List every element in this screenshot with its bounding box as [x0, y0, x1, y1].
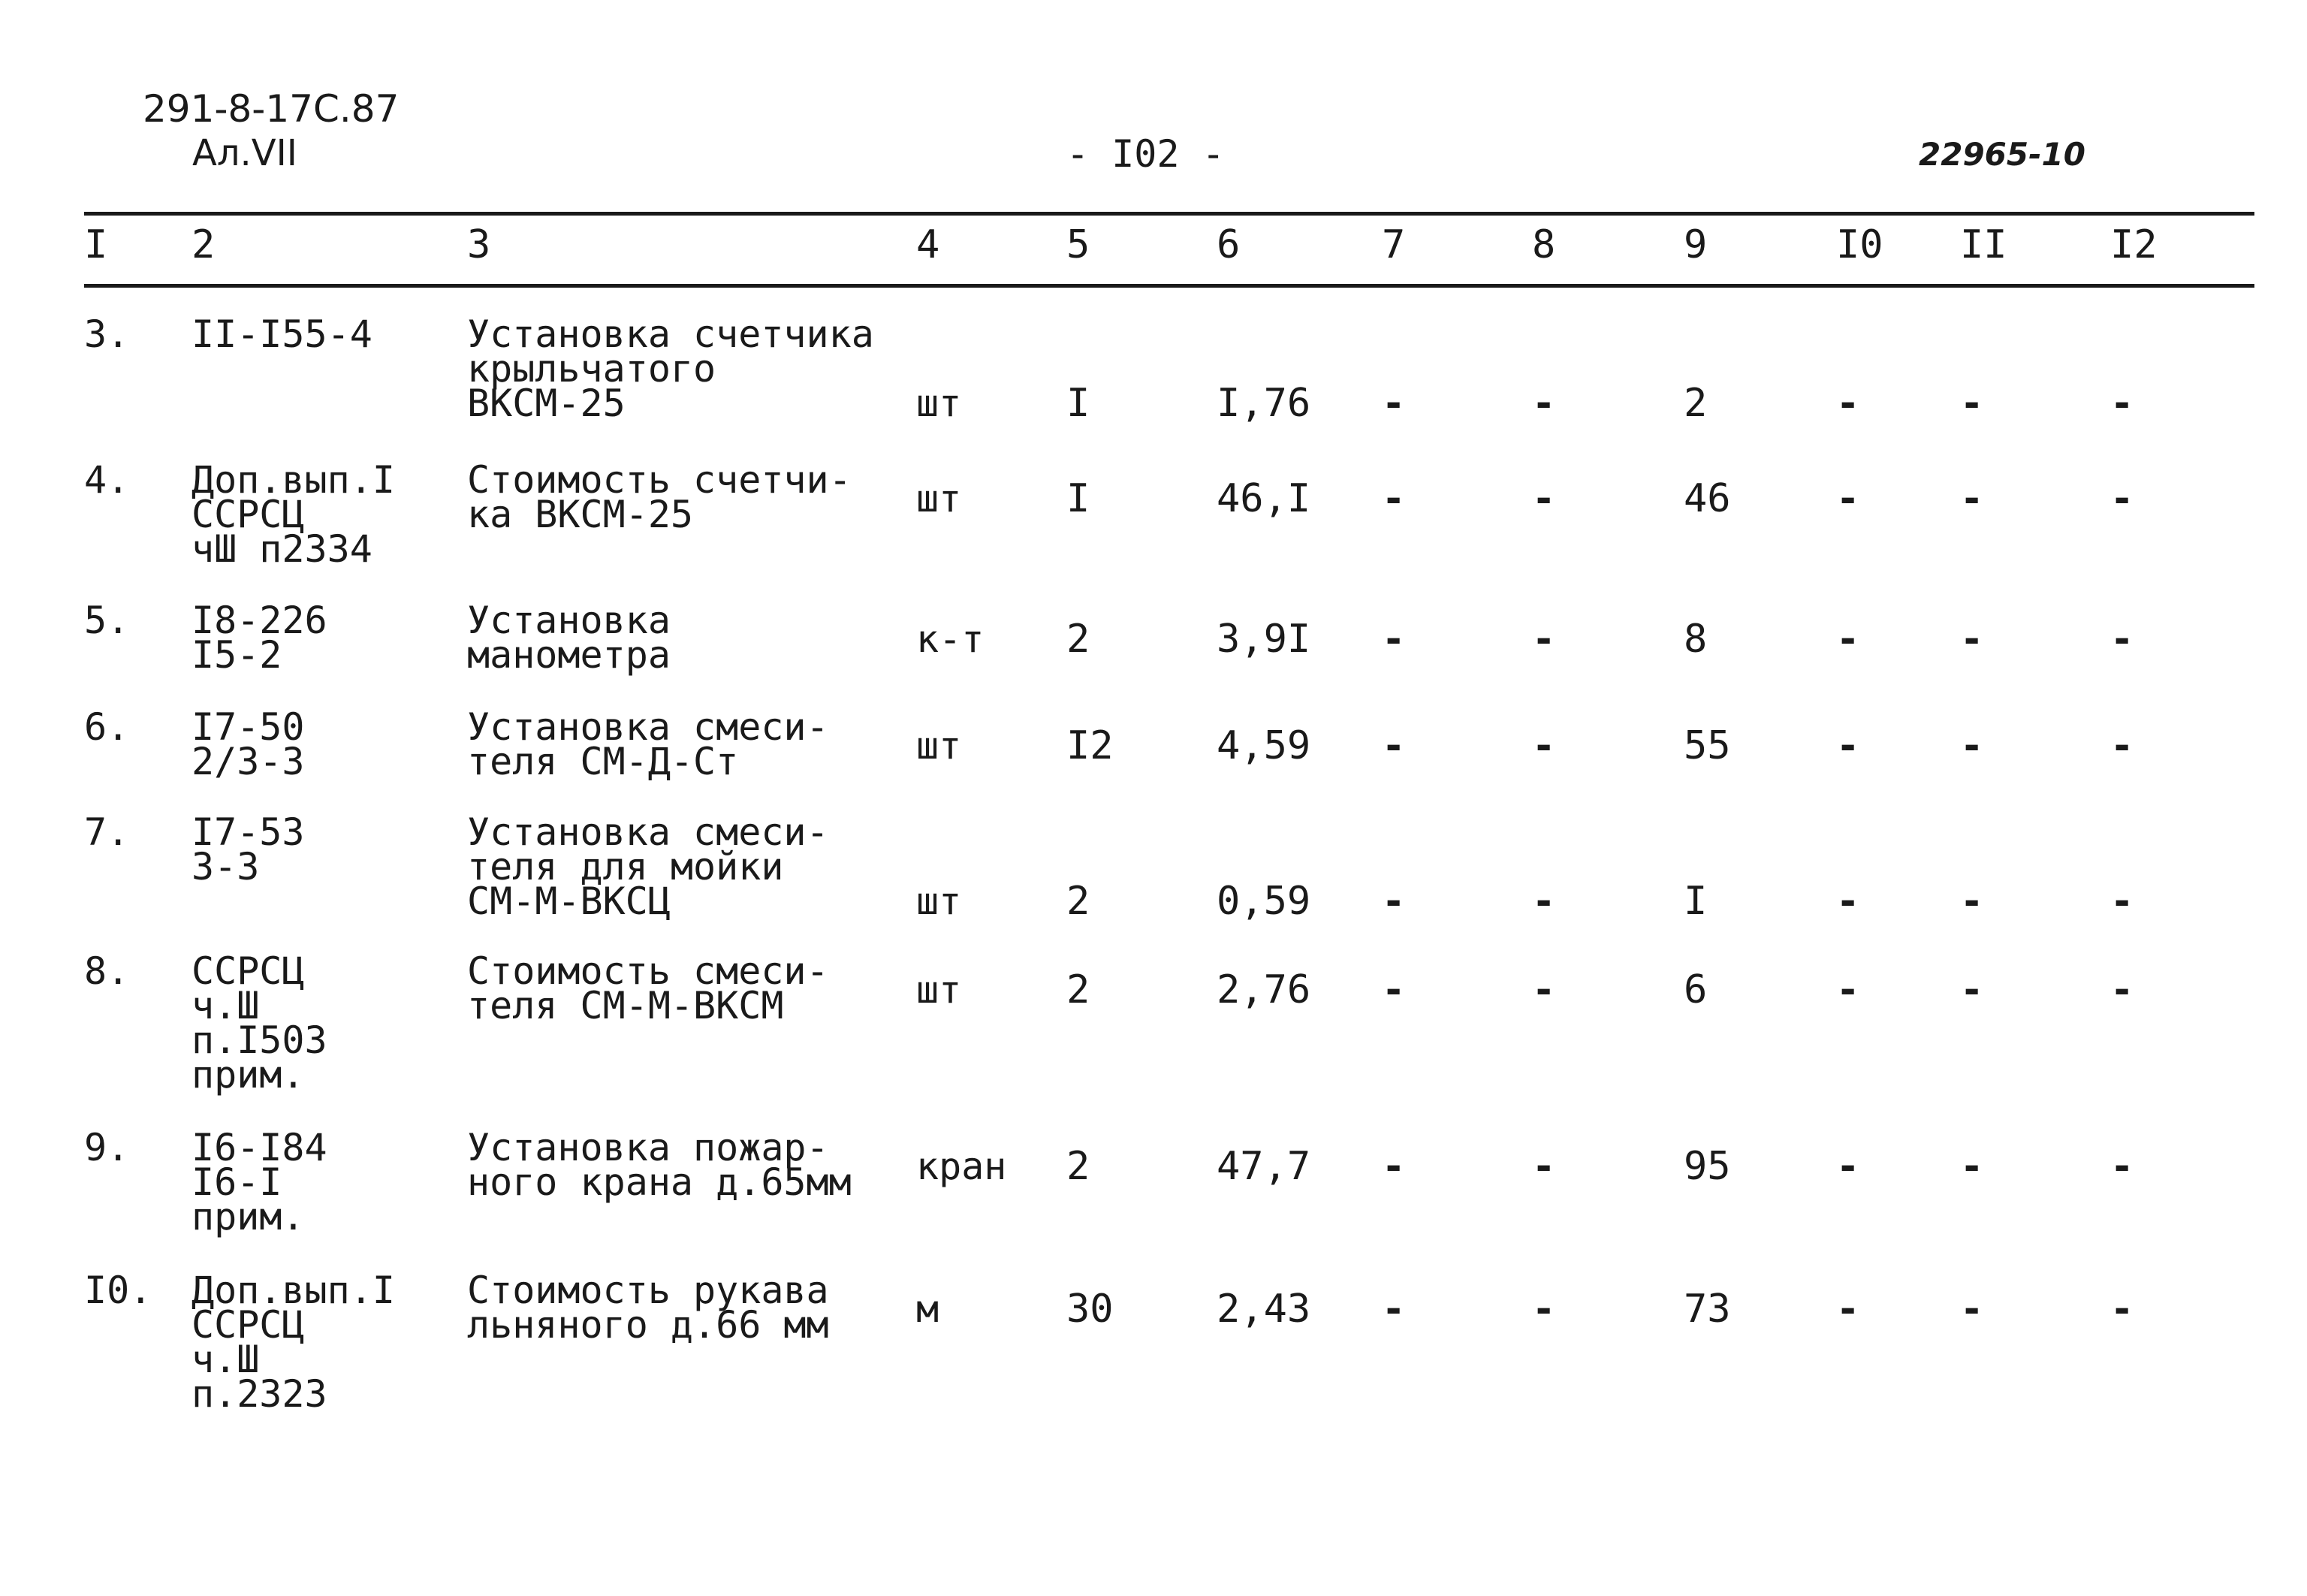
- quantity: 2: [1066, 879, 1090, 924]
- norm-reference: ССРСЦ ч.Ш п.I503 прим.: [191, 949, 327, 1097]
- quantity: 2: [1066, 967, 1090, 1013]
- col-12-value: -: [2110, 381, 2134, 426]
- norm-reference: I6-I84 I6-I прим.: [191, 1126, 327, 1238]
- unit: шт: [916, 724, 962, 768]
- unit: кран: [916, 1145, 1007, 1189]
- column-header-1: I: [84, 222, 108, 267]
- work-description: Стоимость смеси- теля СМ-М-ВКСМ: [467, 949, 829, 1027]
- col-7-value: -: [1382, 381, 1406, 426]
- col-9-value: 95: [1684, 1144, 1731, 1190]
- work-description: Установка пожар- ного крана д.65мм: [467, 1126, 852, 1204]
- col-10-value: -: [1836, 723, 1860, 769]
- unit: к-т: [916, 617, 985, 662]
- unit-price: 3,9I: [1217, 617, 1311, 662]
- row-number: 5.: [84, 599, 130, 642]
- col-12-value: -: [2110, 879, 2134, 924]
- col-9-value: 6: [1684, 967, 1708, 1013]
- row-number: 6.: [84, 705, 130, 749]
- work-description: Стоимость рукава льняного д.66 мм: [467, 1269, 829, 1347]
- col-7-value: -: [1382, 1144, 1406, 1190]
- page-number: - I02 -: [1066, 132, 1225, 176]
- column-header-2: 2: [191, 222, 216, 267]
- col-12-value: -: [2110, 723, 2134, 769]
- col-10-value: -: [1836, 476, 1860, 522]
- unit: шт: [916, 968, 962, 1012]
- norm-reference: I7-50 2/3-3: [191, 705, 305, 783]
- col-9-value: 73: [1684, 1287, 1731, 1332]
- work-description: Стоимость счетчи- ка ВКСМ-25: [467, 458, 852, 536]
- norm-reference: Доп.вып.I ССРСЦ ч.Ш п.2323: [191, 1269, 395, 1416]
- col-11-value: -: [1960, 1287, 1984, 1332]
- col-11-value: -: [1960, 967, 1984, 1013]
- column-header-3: 3: [467, 222, 491, 267]
- row-number: I0.: [84, 1269, 152, 1312]
- col-7-value: -: [1382, 967, 1406, 1013]
- col-8-value: -: [1532, 879, 1556, 924]
- col-10-value: -: [1836, 1144, 1860, 1190]
- col-9-value: 2: [1684, 381, 1708, 426]
- column-header-5: 5: [1066, 222, 1090, 267]
- unit-price: 2,76: [1217, 967, 1311, 1013]
- col-11-value: -: [1960, 1144, 1984, 1190]
- col-10-value: -: [1836, 967, 1860, 1013]
- col-8-value: -: [1532, 381, 1556, 426]
- column-header-7: 7: [1382, 222, 1406, 267]
- col-10-value: -: [1836, 1287, 1860, 1332]
- quantity: I2: [1066, 723, 1114, 769]
- unit-price: 2,43: [1217, 1287, 1311, 1332]
- col-7-value: -: [1382, 476, 1406, 522]
- quantity: I: [1066, 476, 1090, 522]
- document-code: 291-8-17С.87: [143, 87, 400, 131]
- work-description: Установка манометра: [467, 599, 671, 677]
- work-description: Установка счетчика крыльчатого ВКСМ-25: [467, 312, 874, 425]
- unit-price: 46,I: [1217, 476, 1311, 522]
- col-7-value: -: [1382, 879, 1406, 924]
- col-8-value: -: [1532, 723, 1556, 769]
- col-11-value: -: [1960, 723, 1984, 769]
- col-12-value: -: [2110, 617, 2134, 662]
- col-10-value: -: [1836, 381, 1860, 426]
- column-header-11: II: [1960, 222, 2007, 267]
- col-8-value: -: [1532, 1144, 1556, 1190]
- col-10-value: -: [1836, 617, 1860, 662]
- norm-reference: II-I55-4: [191, 312, 372, 356]
- column-header-4: 4: [916, 222, 940, 267]
- column-header-8: 8: [1532, 222, 1556, 267]
- unit: шт: [916, 477, 962, 521]
- col-8-value: -: [1532, 476, 1556, 522]
- col-12-value: -: [2110, 476, 2134, 522]
- quantity: 30: [1066, 1287, 1114, 1332]
- unit: м: [916, 1287, 939, 1332]
- norm-reference: I7-53 3-3: [191, 810, 305, 889]
- col-8-value: -: [1532, 967, 1556, 1013]
- table-header-rule: [84, 284, 2254, 288]
- col-12-value: -: [2110, 1287, 2134, 1332]
- col-10-value: -: [1836, 879, 1860, 924]
- work-description: Установка смеси- теля СМ-Д-Ст: [467, 705, 829, 783]
- column-header-10: I0: [1836, 222, 1883, 267]
- work-description: Установка смеси- теля для мойки СМ-М-ВКСЦ: [467, 810, 829, 923]
- unit-price: I,76: [1217, 381, 1311, 426]
- col-9-value: 46: [1684, 476, 1731, 522]
- col-7-value: -: [1382, 723, 1406, 769]
- col-9-value: 8: [1684, 617, 1708, 662]
- quantity: I: [1066, 381, 1090, 426]
- unit: шт: [916, 382, 962, 425]
- row-number: 4.: [84, 458, 130, 502]
- table-top-rule: [84, 212, 2254, 216]
- norm-reference: Доп.вып.I ССРСЦ чШ п2334: [191, 458, 395, 571]
- col-11-value: -: [1960, 381, 1984, 426]
- col-12-value: -: [2110, 1144, 2134, 1190]
- norm-reference: I8-226 I5-2: [191, 599, 327, 677]
- col-8-value: -: [1532, 617, 1556, 662]
- col-9-value: 55: [1684, 723, 1731, 769]
- row-number: 7.: [84, 810, 130, 854]
- unit: шт: [916, 879, 962, 923]
- col-11-value: -: [1960, 476, 1984, 522]
- col-12-value: -: [2110, 967, 2134, 1013]
- row-number: 9.: [84, 1126, 130, 1169]
- quantity: 2: [1066, 617, 1090, 662]
- col-9-value: I: [1684, 879, 1708, 924]
- col-11-value: -: [1960, 617, 1984, 662]
- unit-price: 4,59: [1217, 723, 1311, 769]
- column-header-6: 6: [1217, 222, 1241, 267]
- quantity: 2: [1066, 1144, 1090, 1190]
- col-7-value: -: [1382, 617, 1406, 662]
- column-header-12: I2: [2110, 222, 2158, 267]
- col-8-value: -: [1532, 1287, 1556, 1332]
- document-number: 22965-10: [1919, 136, 2085, 173]
- album-number: Ал.VII: [192, 132, 297, 174]
- row-number: 8.: [84, 949, 130, 993]
- unit-price: 0,59: [1217, 879, 1311, 924]
- column-header-9: 9: [1684, 222, 1708, 267]
- row-number: 3.: [84, 312, 130, 356]
- col-11-value: -: [1960, 879, 1984, 924]
- col-7-value: -: [1382, 1287, 1406, 1332]
- unit-price: 47,7: [1217, 1144, 1311, 1190]
